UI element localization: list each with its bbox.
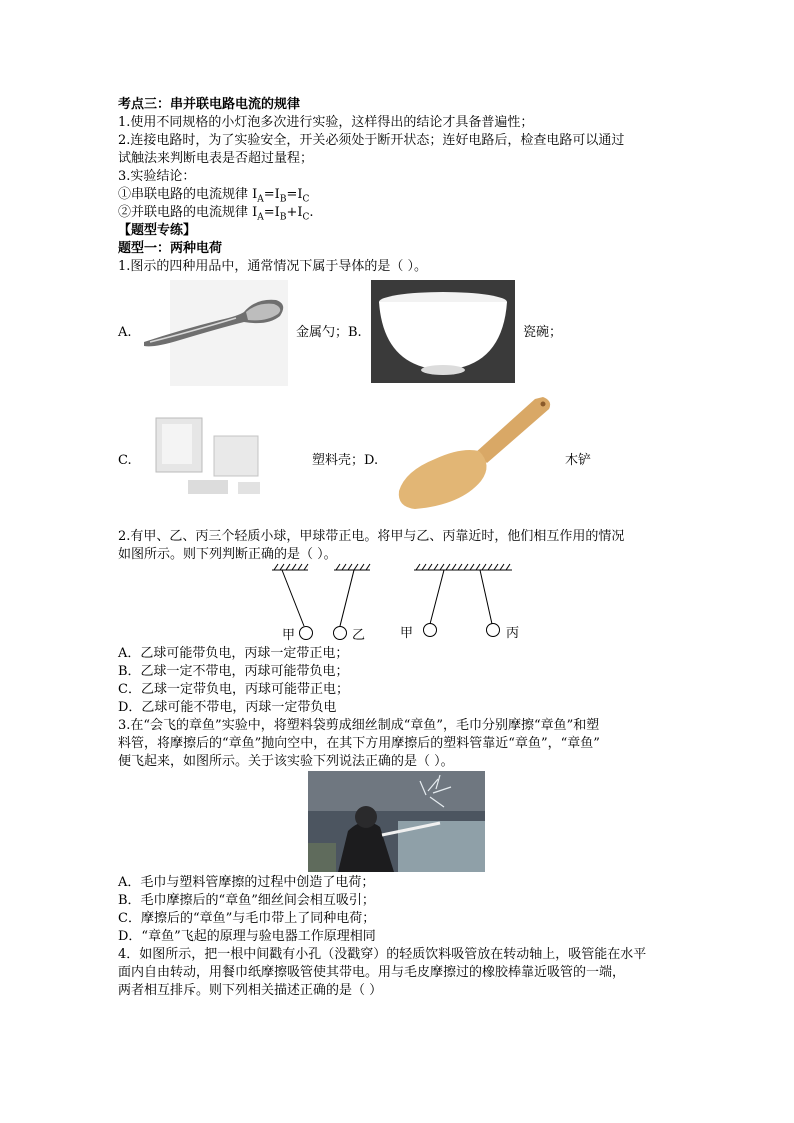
series-rule: ①串联电路的电流规律 $I_A=I_B=I_C$ bbox=[118, 187, 310, 205]
q2-stem-1: 2.有甲、乙、丙三个轻质小球，甲球带正电。将甲与乙、丙靠近时，他们相互作用的情况 bbox=[118, 529, 625, 544]
charged-balls-diagram bbox=[268, 560, 528, 646]
q1-option-a-letter: A. bbox=[118, 325, 132, 340]
q3-option-d: D．“章鱼”飞起的原理与验电器工作原理相同 bbox=[118, 929, 376, 944]
ball-jia-label-1: 甲 bbox=[282, 628, 296, 643]
metal-spoon-image bbox=[140, 280, 288, 386]
q2-option-c: C．乙球一定带负电，丙球可能带正电； bbox=[118, 682, 349, 697]
ball-yi-label: 乙 bbox=[352, 628, 366, 643]
q2-option-b: B．乙球一定不带电，丙球可能带负电； bbox=[118, 664, 349, 679]
q1-option-a-text: 金属勺；B. bbox=[296, 325, 362, 340]
q3-stem-1: 3.在“会飞的章鱼”实验中，将塑料袋剪成细丝制成“章鱼”，毛巾分别摩擦“章鱼”和塑 bbox=[118, 718, 600, 733]
q4-stem-1: 4．如图所示，把一根中间戳有小孔（没戳穿）的轻质饮料吸管放在转动轴上，吸管能在水平 bbox=[118, 947, 647, 962]
wooden-spatula-image bbox=[395, 393, 557, 513]
q1-option-b-text: 瓷碗； bbox=[523, 325, 563, 340]
note-line-1: 1.使用不同规格的小灯泡多次进行实验，这样得出的结论才具备普遍性； bbox=[118, 115, 534, 130]
q4-stem-3: 两者相互排斥。则下列相关描述正确的是（ ） bbox=[118, 983, 383, 998]
ball-bing-label: 丙 bbox=[506, 626, 520, 641]
q3-option-b: B．毛巾摩擦后的“章鱼”细丝间会相互吸引； bbox=[118, 893, 375, 908]
q1-option-c-letter: C. bbox=[118, 453, 132, 468]
q3-option-a: A．毛巾与塑料管摩擦的过程中创造了电荷； bbox=[118, 875, 375, 890]
flying-octopus-photo bbox=[308, 771, 485, 872]
note-line-2a: 2.连接电路时，为了实验安全，开关必须处于断开状态；连好电路后，检查电路可以通过 bbox=[118, 133, 625, 148]
q3-option-c: C．摩擦后的“章鱼”与毛巾带上了同种电荷； bbox=[118, 911, 376, 926]
q4-stem-2: 面内自由转动，用餐巾纸摩擦吸管使其带电。用与毛皮摩擦过的橡胶棒靠近吸管的一端， bbox=[118, 965, 626, 980]
q3-stem-2: 料管，将摩擦后的“章鱼”抛向空中，在其下方用摩擦后的塑料管靠近“章鱼”，“章鱼” bbox=[118, 736, 600, 751]
q1-stem: 1.图示的四种用品中，通常情况下属于导体的是（ ）。 bbox=[118, 259, 428, 274]
note-line-2b: 试触法来判断电表是否超过量程； bbox=[118, 151, 314, 166]
q1-option-d-text: 木铲 bbox=[565, 453, 592, 468]
q2-option-a: A．乙球可能带负电，丙球一定带正电； bbox=[118, 646, 349, 661]
parallel-rule: ②并联电路的电流规律 $I_A=I_B+I_C$. bbox=[118, 205, 314, 223]
section-title: 考点三：串并联电路电流的规律 bbox=[118, 97, 301, 112]
porcelain-bowl-image bbox=[371, 280, 515, 383]
plastic-shell-image bbox=[148, 410, 274, 502]
note-line-3: 3.实验结论： bbox=[118, 169, 196, 184]
q1-option-c-text: 塑料壳；D. bbox=[312, 453, 379, 468]
q2-option-d: D．乙球可能不带电，丙球一定带负电 bbox=[118, 700, 337, 715]
q2-stem-2: 如图所示。则下列判断正确的是（ ）。 bbox=[118, 547, 337, 562]
q3-stem-3: 便飞起来，如图所示。关于该实验下列说法正确的是（ ）。 bbox=[118, 754, 454, 769]
ball-jia-label-2: 甲 bbox=[400, 626, 414, 641]
practice-heading: 【题型专练】 bbox=[118, 223, 197, 238]
type-heading: 题型一：两种电荷 bbox=[118, 241, 223, 256]
